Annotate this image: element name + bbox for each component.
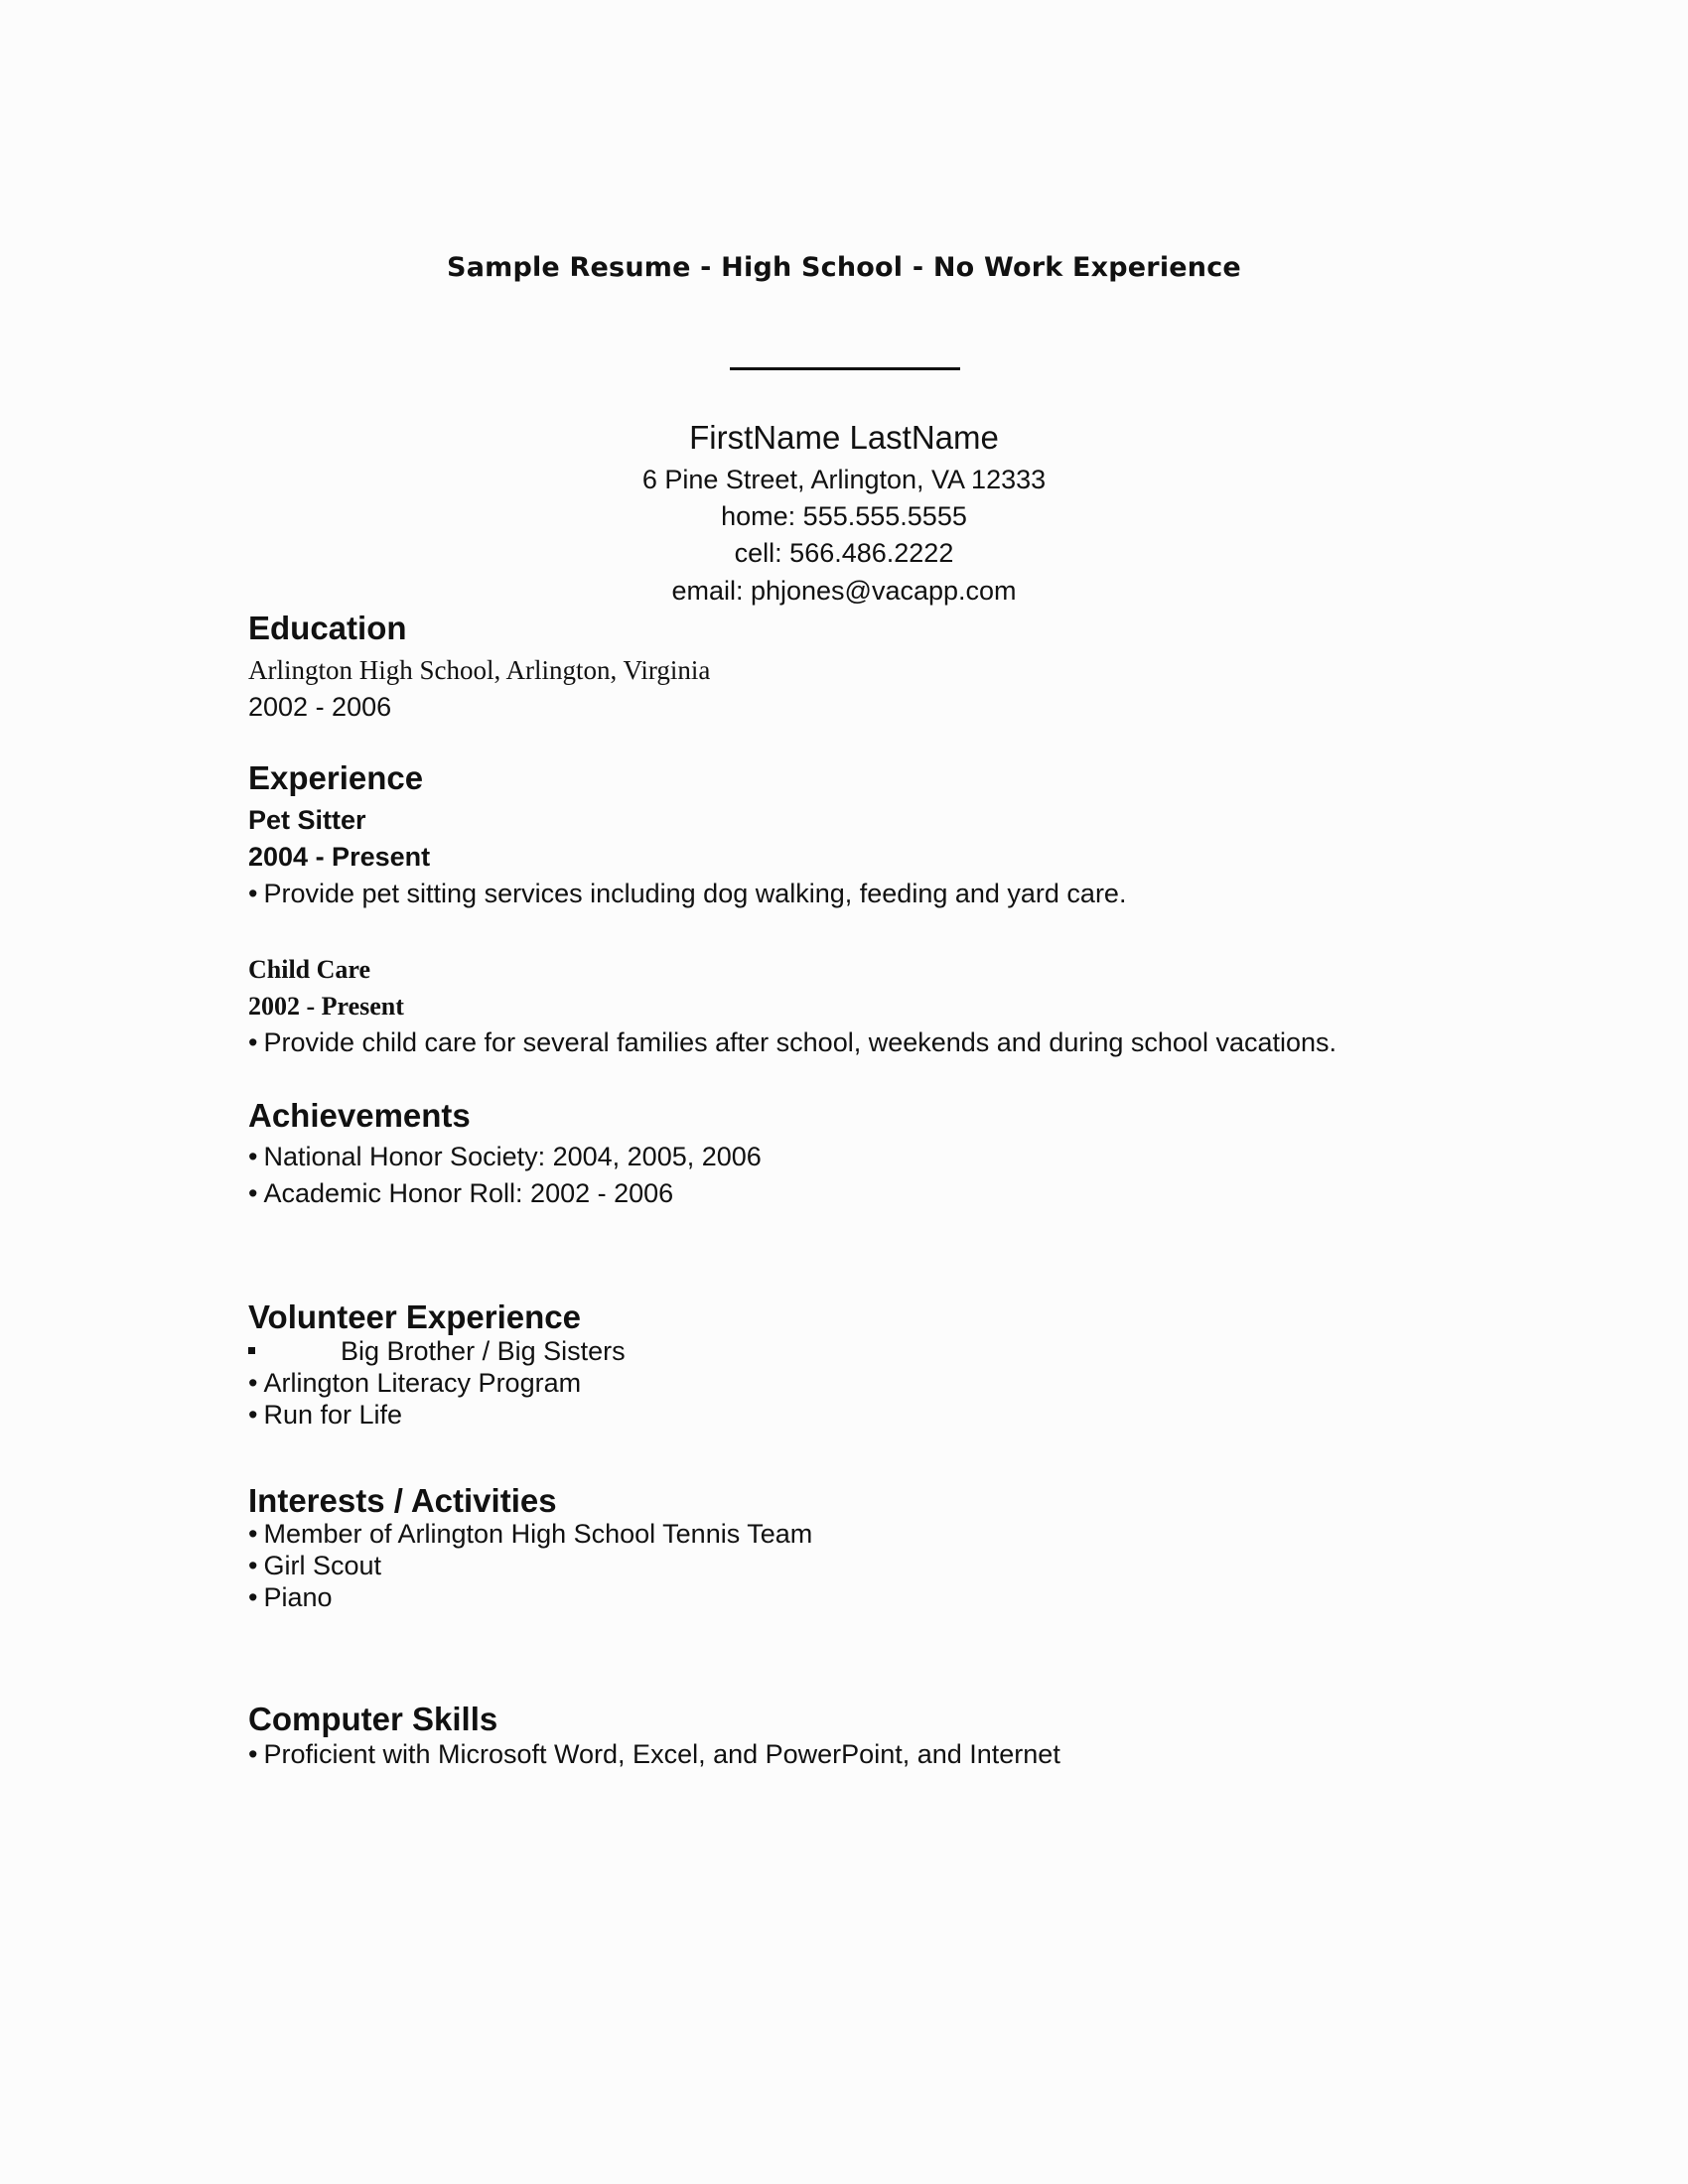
contact-email: email: phjones@vacapp.com — [671, 576, 1017, 606]
document-title: Sample Resume - High School - No Work Experience — [447, 252, 1241, 283]
interest-text: Member of Arlington High School Tennis Team — [263, 1519, 813, 1549]
achievement-text: Academic Honor Roll: 2002 - 2006 — [263, 1178, 674, 1208]
job-title-child-care: Child Care — [248, 955, 371, 984]
volunteer-item — [248, 1336, 626, 1367]
volunteer-text: Arlington Literacy Program — [263, 1368, 582, 1398]
interests-heading: Interests / Activities — [248, 1482, 557, 1519]
education-heading: Education — [248, 610, 407, 646]
volunteer-text: Run for Life — [263, 1400, 403, 1430]
bullet-glyph: • — [248, 879, 258, 908]
education-school: Arlington High School, Arlington, Virginia — [248, 655, 711, 685]
bullet-glyph: • — [248, 1142, 258, 1171]
bullet-glyph: • — [248, 1368, 258, 1398]
bullet-glyph: • — [248, 1178, 258, 1208]
contact-name: FirstName LastName — [689, 419, 999, 456]
job-dates-child-care: 2002 - Present — [248, 992, 404, 1021]
achievement-item — [248, 1178, 673, 1209]
education-years: 2002 - 2006 — [248, 692, 392, 722]
job-bullet-pet-sitter — [248, 879, 1126, 909]
interest-item — [248, 1519, 812, 1550]
job-dates-pet-sitter: 2004 - Present — [248, 842, 431, 872]
volunteer-item — [248, 1368, 581, 1399]
bullet-glyph: • — [248, 1027, 258, 1057]
bullet-glyph: • — [248, 1551, 258, 1580]
contact-cell-phone: cell: 566.486.2222 — [734, 538, 954, 568]
job-bullet-text: Provide pet sitting services including dog walking, feeding and yard care. — [263, 879, 1127, 908]
volunteer-item — [248, 1400, 402, 1431]
job-bullet-child-care — [248, 1027, 1336, 1058]
job-title-pet-sitter: Pet Sitter — [248, 805, 366, 835]
interest-item — [248, 1582, 333, 1613]
achievement-item — [248, 1142, 762, 1172]
bullet-glyph: • — [248, 1582, 258, 1612]
bullet-glyph: • — [248, 1739, 258, 1769]
bullet-glyph: • — [248, 1519, 258, 1549]
computer-skills-heading: Computer Skills — [248, 1701, 498, 1737]
computer-skill-text: Proficient with Microsoft Word, Excel, and PowerPoint, and Internet — [263, 1739, 1060, 1769]
contact-home-phone: home: 555.555.5555 — [721, 501, 967, 531]
bullet-glyph: • — [248, 1400, 258, 1430]
volunteer-text: Big Brother / Big Sisters — [341, 1336, 626, 1366]
interest-text: Girl Scout — [263, 1551, 381, 1580]
contact-address: 6 Pine Street, Arlington, VA 12333 — [641, 465, 1047, 494]
square-bullet-icon — [248, 1347, 255, 1354]
experience-heading: Experience — [248, 759, 424, 796]
interest-text: Piano — [263, 1582, 333, 1612]
computer-skill-item — [248, 1739, 1060, 1770]
achievements-heading: Achievements — [248, 1097, 471, 1134]
title-rule — [730, 367, 960, 370]
achievement-text: National Honor Society: 2004, 2005, 2006 — [263, 1142, 762, 1171]
interest-item — [248, 1551, 381, 1581]
volunteer-heading: Volunteer Experience — [248, 1298, 582, 1335]
job-bullet-text: Provide child care for several families after school, weekends and during school vacations. — [263, 1027, 1337, 1057]
